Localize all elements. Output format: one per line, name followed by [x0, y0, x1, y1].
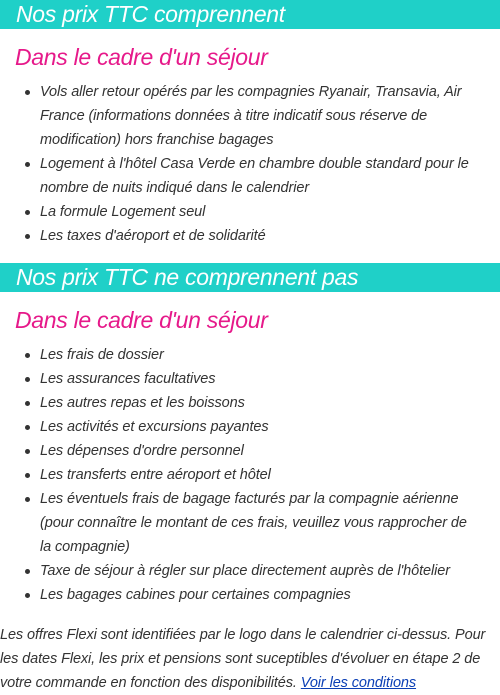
list-item [0, 343, 500, 367]
list-item [0, 224, 500, 248]
list-item-text: Les taxes d'aéroport et de solidarité [40, 228, 266, 244]
bullet-icon [25, 569, 30, 574]
included-heading: Nos prix TTC comprennent [0, 0, 500, 29]
list-item-text: Les dépenses d'ordre personnel [40, 443, 244, 459]
list-item-text: Les autres repas et les boissons [40, 395, 245, 411]
bullet-icon [25, 162, 30, 167]
bullet-icon [25, 497, 30, 502]
list-item [0, 487, 500, 559]
excluded-heading: Nos prix TTC ne comprennent pas [0, 263, 500, 292]
list-item [0, 439, 500, 463]
list-item [0, 391, 500, 415]
bullet-icon [25, 377, 30, 382]
list-item-text: Les frais de dossier [40, 347, 164, 363]
list-item [0, 463, 500, 487]
bullet-icon [25, 449, 30, 454]
excluded-subheading: Dans le cadre d'un séjour [15, 307, 268, 333]
list-item [0, 200, 500, 224]
bullet-icon [25, 425, 30, 430]
bullet-icon [25, 210, 30, 215]
excluded-list [0, 343, 500, 607]
list-item [0, 152, 500, 200]
bullet-icon [25, 593, 30, 598]
list-item-text: Les éventuels frais de bagage facturés par la compagnie aérienne (pour connaître le montant de ces frais, veuillez vous rapprocher de la compagnie) [40, 491, 467, 555]
bullet-icon [25, 473, 30, 478]
list-item [0, 80, 500, 152]
list-item-text: Les bagages cabines pour certaines compagnies [40, 587, 351, 603]
list-item [0, 415, 500, 439]
list-item-text: Les assurances facultatives [40, 371, 216, 387]
list-item-text: Vols aller retour opérés par les compagnies Ryanair, Transavia, Air France (informations données à titre indicatif sous réserve de modification) hors franchise bagages [40, 84, 462, 148]
list-item [0, 559, 500, 583]
bullet-icon [25, 90, 30, 95]
list-item-text: Les transferts entre aéroport et hôtel [40, 467, 271, 483]
conditions-link[interactable]: Voir les conditions [300, 675, 417, 691]
bullet-icon [25, 353, 30, 358]
list-item [0, 367, 500, 391]
list-item-text: Taxe de séjour à régler sur place directement auprès de l'hôtelier [40, 563, 450, 579]
included-list [0, 80, 500, 248]
bullet-icon [25, 401, 30, 406]
list-item [0, 583, 500, 607]
list-item-text: La formule Logement seul [40, 204, 206, 220]
list-item-text: Les activités et excursions payantes [40, 419, 269, 435]
flexi-note [0, 623, 500, 695]
bullet-icon [25, 234, 30, 239]
list-item-text: Logement à l'hôtel Casa Verde en chambre double standard pour le nombre de nuits indiqué dans le calendrier [40, 156, 469, 196]
included-subheading: Dans le cadre d'un séjour [15, 44, 268, 70]
flexi-note-text: Les offres Flexi sont identifiées par le logo dans le calendrier ci-dessus. Pour les dates Flexi, les prix et pensions sont suceptibles d'évoluer en étape 2 de votre commande en fonction des disponibilités. [0, 627, 486, 691]
